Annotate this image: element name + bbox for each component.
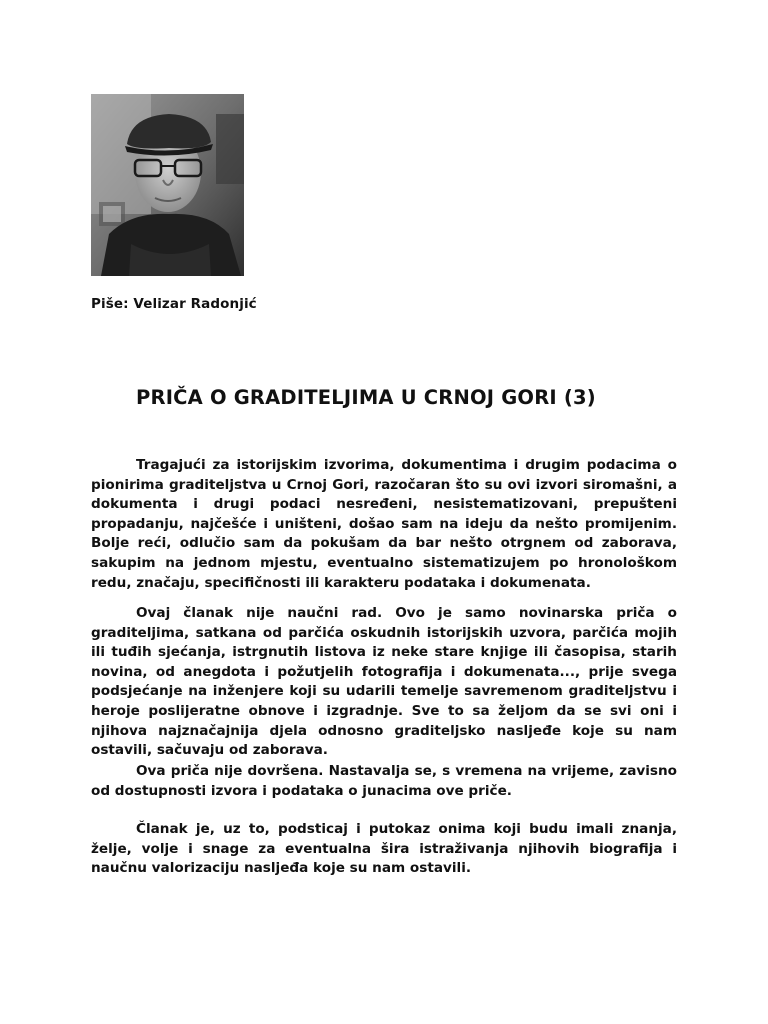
author-portrait-image [91,94,244,276]
article-title: PRIČA O GRADITELJIMA U CRNOJ GORI (3) [136,386,596,409]
author-photo [91,94,244,276]
article-paragraph-3: Ova priča nije dovršena. Nastavalja se, s vremena na vrijeme, zavisno od dostupnosti izvora i podataka o junacima ove priče. [91,763,677,799]
article-paragraph-2: Ovaj članak nije naučni rad. Ovo je samo novinarska priča o graditeljima, satkana od parčića oskudnih istorijskih uzvora, parčića mojih ili tuđih sjećanja, istrgnutih listova iz neke stare knjige ili časopisa, starih novina, od anegdota i požutjelih fotografija i dokumenata..., prije svega podsjećanje na inženjere koji su udarili temelje savremenom graditeljstvu i heroje poslijeratne obnove i izgradnje. Sve to sa željom da se svi oni i njihova najznačajnija djela odnosno graditeljsko nasljeđe koje su nam ostavili, sačuvaju od zaborava. [91,605,677,759]
article-paragraph-4: Članak je, uz to, podsticaj i putokaz onima koji budu imali znanja, želje, volje i snage za eventualna šira istraživanja njihovih biografija i naučnu valorizaciju nasljeđa koje su nam ostavili. [91,821,677,877]
author-byline: Piše: Velizar Radonjić [91,296,257,312]
article-paragraph-1: Tragajući za istorijskim izvorima, dokumentima i drugim podacima o pionirima graditeljstva u Crnoj Gori, razočaran što su ovi izvori siromašni, a dokumenta i drugi podaci nesređeni, nesistematizovani, prepušteni propadanju, najčešće i uništeni, došao sam na ideju da nešto promijenim. Bolje reći, odlučio sam da pokušam da bar nešto otrgnem od zaborava, sakupim na jednom mjestu, eventualno sistematizujem po hronološkom redu, značaju, specifičnosti ili karakteru podataka i dokumenata. [91,457,677,591]
